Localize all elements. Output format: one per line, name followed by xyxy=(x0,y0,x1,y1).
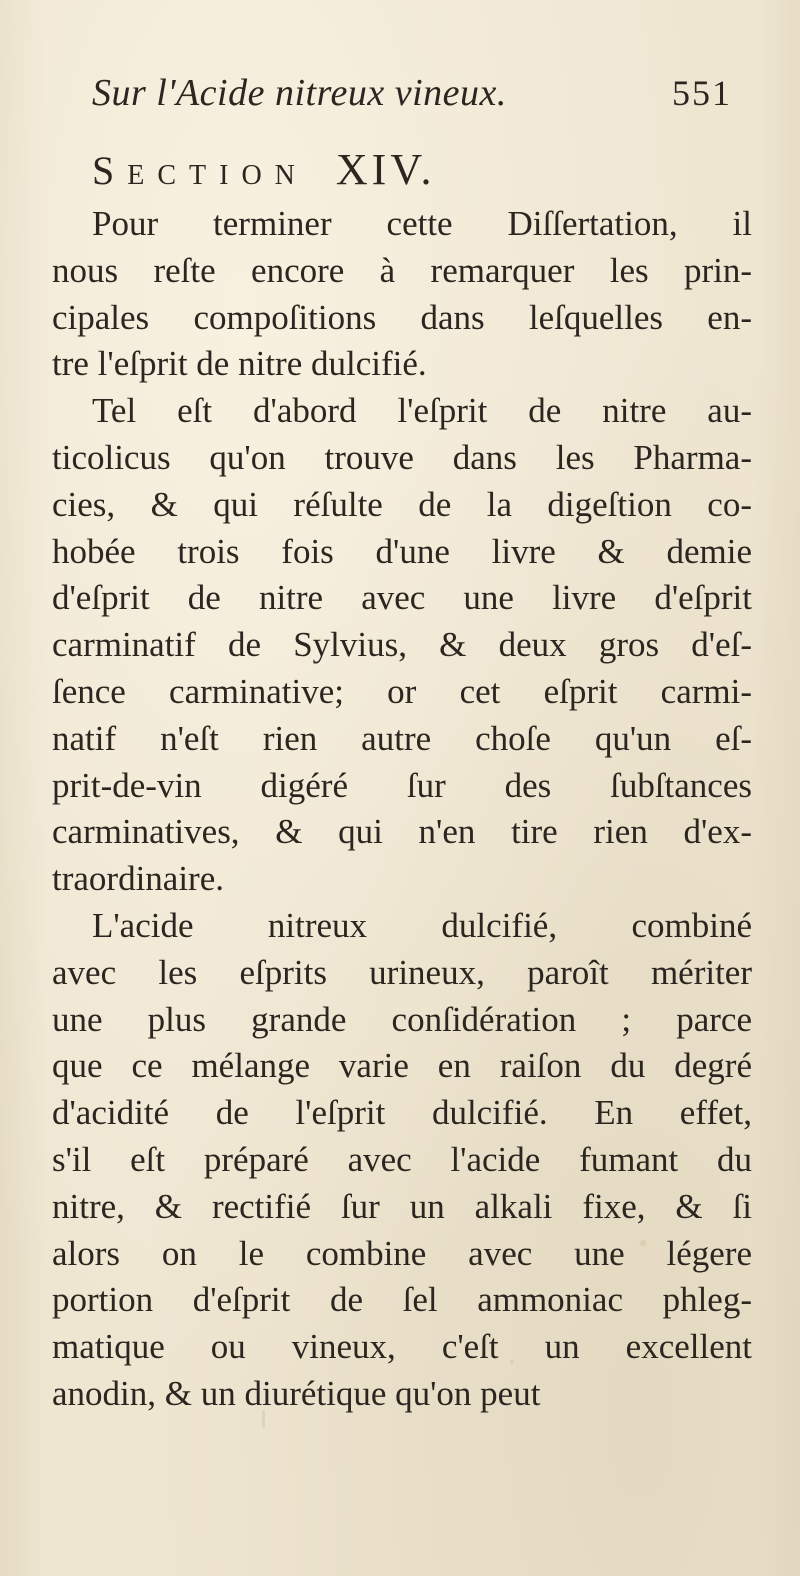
text-body xyxy=(52,201,752,1418)
text-line: d'eſprit de nitre avec une livre d'eſprit xyxy=(52,578,752,618)
text-line: natif n'eſt rien autre choſe qu'un eſ- xyxy=(52,718,752,758)
text-line: hobée trois fois d'une livre & demie xyxy=(52,531,752,571)
text-line: carminatives, & qui n'en tire rien d'ex- xyxy=(52,812,752,852)
text-line: tre l'eſprit de nitre dulcifié. xyxy=(52,344,427,384)
text-line: une plus grande conſidération ; parce xyxy=(52,999,752,1039)
text-line: avec les eſprits urineux, paroît mériter xyxy=(52,952,752,992)
page-number: 551 xyxy=(672,73,732,113)
section-word: Section xyxy=(92,148,308,193)
text-line: Tel eſt d'abord l'eſprit de nitre au- xyxy=(92,391,752,431)
text-line: s'il eſt préparé avec l'acide fumant du xyxy=(52,1139,752,1179)
text-line: que ce mélange varie en raiſon du degré xyxy=(52,1046,752,1086)
text-line: ticolicus qu'on trouve dans les Pharma- xyxy=(52,437,752,477)
text-line: carminatif de Sylvius, & deux gros d'eſ- xyxy=(52,625,752,665)
text-line: matique ou vineux, c'eſt un excellent xyxy=(52,1327,752,1367)
text-line: d'acidité de l'eſprit dulcifié. En effet, xyxy=(52,1093,752,1133)
text-line: portion d'eſprit de ſel ammoniac phleg- xyxy=(52,1280,752,1320)
text-line: anodin, & un diurétique qu'on peut xyxy=(52,1373,541,1413)
text-line: prit-de-vin digéré ſur des ſubſtances xyxy=(52,765,752,805)
running-head xyxy=(92,68,732,118)
text-line: nous reſte encore à remarquer les prin- xyxy=(52,250,752,290)
paragraph xyxy=(52,201,752,388)
text-line: cies, & qui réſulte de la digeſtion co- xyxy=(52,484,752,524)
running-title: Sur l'Acide nitreux vineux. xyxy=(92,72,507,114)
text-line: L'acide nitreux dulcifié, combiné xyxy=(92,905,752,945)
text-line: ſence carminative; or cet eſprit carmi- xyxy=(52,671,752,711)
text-line: Pour terminer cette Diſſertation, il xyxy=(92,204,752,243)
text-line: nitre, & rectifié ſur un alkali fixe, & ſi xyxy=(52,1186,752,1226)
text-line: alors on le combine avec une légere xyxy=(52,1233,752,1273)
text-line: traordinaire. xyxy=(52,859,224,899)
paragraph xyxy=(52,388,752,903)
text-line: cipales compoſitions dans leſquelles en- xyxy=(52,297,752,337)
paragraph xyxy=(52,903,752,1418)
section-heading xyxy=(92,142,652,199)
section-numeral: XIV. xyxy=(335,145,436,194)
